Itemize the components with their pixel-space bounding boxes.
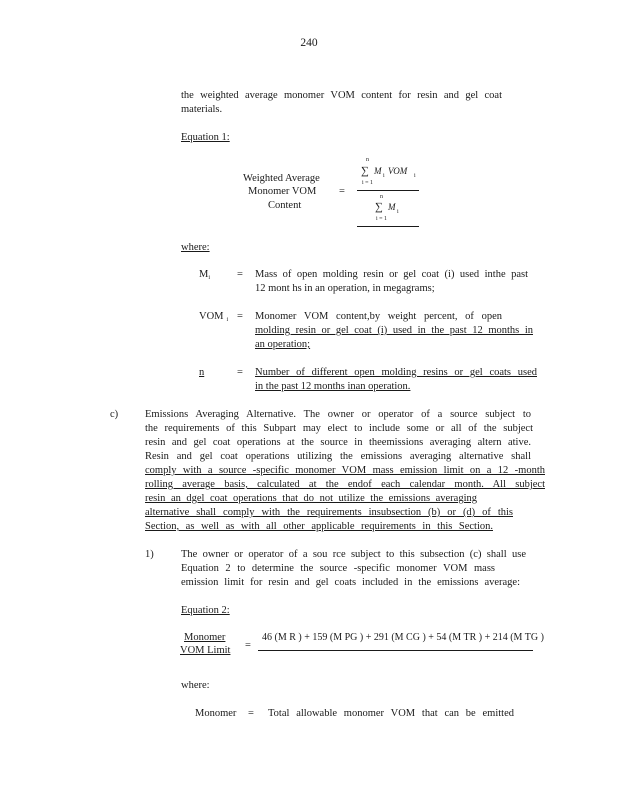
where-label-2: where:: [181, 680, 210, 691]
eq1-equals: =: [339, 186, 345, 197]
section-c-line-4: Resin and gel coat operations utilizing the emissions averaging alternative shall: [145, 451, 531, 462]
eq1-den-mass-sub: i: [397, 209, 399, 215]
def-monomer-symbol: Monomer: [195, 708, 237, 719]
item-1-line-1: The owner or operator of a sou rce subject to this subsection (c) shall use: [181, 549, 526, 560]
section-c-line-9: Section, as well as with all other applicable requirements in this Section.: [145, 521, 493, 532]
equation-2-heading: Equation 2:: [181, 605, 230, 616]
eq2-lhs-line-1: Monomer: [184, 632, 226, 643]
eq1-lhs-line-3: Content: [268, 200, 302, 211]
section-c-line-8: alternative shall comply with the requirements insubsection (b) or (d) of this: [145, 507, 513, 518]
eq1-num-mass-sub: i: [383, 173, 385, 179]
section-c-line-7: resin an dgel coat operations that do not utilize the emissions averaging: [145, 493, 477, 504]
item-1-label: 1): [145, 549, 154, 560]
def-m-equals: =: [237, 269, 243, 280]
eq1-num-sigma: ∑: [361, 165, 369, 177]
eq1-bottom-rule: [357, 226, 419, 227]
section-c-line-2: the requirements of this Subpart may elect to include some or all of the subject: [145, 423, 533, 434]
def-vom-line-2: molding resin or gel coat (i) used in the past 12 months in: [255, 325, 533, 336]
def-m-symbol: Mi: [199, 269, 211, 281]
def-n-symbol: n: [199, 367, 205, 378]
def-monomer-equals: =: [248, 708, 254, 719]
def-n-line-1: Number of different open molding resins or gel coats used: [255, 367, 537, 378]
eq1-den-lower-limit: i = 1: [376, 216, 388, 222]
def-vom-equals: =: [237, 311, 243, 322]
eq1-num-vom: VOM: [388, 166, 408, 176]
section-c-line-3: resin and gel coat operations at the source in theemissions averaging altern ative.: [145, 437, 531, 448]
def-monomer-text: Total allowable monomer VOM that can be emitted: [268, 708, 514, 719]
def-n-line-2: in the past 12 months inan operation.: [255, 381, 411, 392]
def-m-line-1: Mass of open molding resin or gel coat (i) used inthe past: [255, 269, 528, 280]
where-label-1: where:: [181, 242, 210, 253]
eq2-rhs: 46 (M R ) + 159 (M PG ) + 291 (M CG ) + 54 (M TR ) + 214 (M TG ): [262, 632, 544, 643]
eq2-lhs-line-2: VOM Limit: [180, 645, 231, 656]
def-vom-symbol: VOM i: [199, 311, 229, 323]
eq2-equals: =: [245, 640, 251, 651]
def-vom-line-3: an operation;: [255, 339, 311, 350]
intro-line-1: the weighted average monomer VOM content for resin and gel coat: [181, 90, 502, 101]
equation-1-heading: Equation 1:: [181, 132, 230, 143]
item-1-line-2: Equation 2 to determine the source -specific monomer VOM mass: [181, 563, 495, 574]
def-m-line-2: 12 mont hs in an operation, in megagrams;: [255, 283, 435, 294]
section-c-label: c): [110, 409, 119, 420]
eq1-num-upper-limit: n: [366, 157, 369, 163]
eq1-den-upper-limit: n: [380, 194, 383, 200]
section-c-line-1: Emissions Averaging Alternative. The owner or operator of a source subject to: [145, 409, 531, 420]
eq1-lhs-line-1: Weighted Average: [243, 173, 320, 184]
def-vom-line-1: Monomer VOM content,by weight percent, of open: [255, 311, 502, 322]
page-number: 240: [300, 37, 318, 49]
eq2-rule: [258, 650, 533, 651]
eq1-num-mass: M: [374, 166, 382, 176]
def-n-equals: =: [237, 367, 243, 378]
eq1-num-vom-sub: i: [414, 173, 416, 179]
eq1-den-mass: M: [388, 202, 396, 212]
item-1-line-3: emission limit for resin and gel coats included in the emissions average:: [181, 577, 520, 588]
eq1-fraction-bar: [357, 190, 419, 191]
section-c-line-5: comply with a source -specific monomer VOM mass emission limit on a 12 -month: [145, 465, 545, 476]
section-c-line-6: rolling average basis, calculated at the endof each calendar month. All subject: [145, 479, 545, 490]
eq1-num-lower-limit: i = 1: [362, 180, 374, 186]
eq1-den-sigma: ∑: [375, 201, 383, 213]
intro-line-2: materials.: [181, 104, 223, 115]
eq1-lhs-line-2: Monomer VOM: [248, 186, 317, 197]
